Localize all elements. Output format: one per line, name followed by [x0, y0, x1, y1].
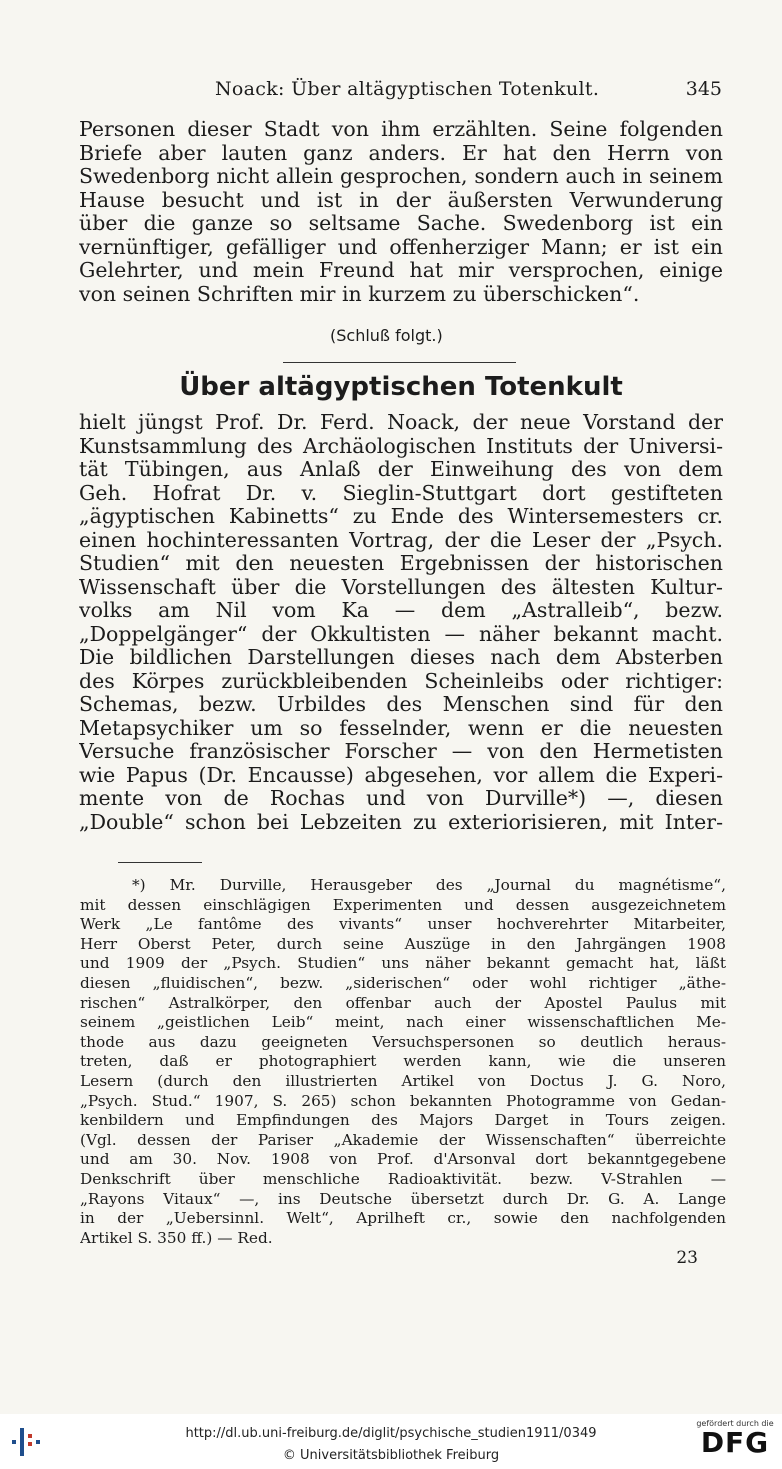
text-line: tät Tübingen, aus Anlaß der Einweihung des von dem: [79, 458, 723, 481]
footnote-line: Artikel S. 350 ff.) — Red.: [80, 1228, 273, 1247]
text-line: einen hochinteressanten Vortrag, der die Leser der „Psych.: [79, 528, 723, 552]
footnote-line: (Vgl. dessen der Pariser „Akademie der Wissenschaften“ überreichte: [80, 1130, 726, 1149]
footnote-line: „Rayons Vitaux“ —, ins Deutsche übersetzt durch Dr. G. A. Lange: [80, 1189, 726, 1208]
text-line: volks am Nil vom Ka — dem „Astralleib“, bezw.: [79, 599, 723, 622]
text-line: Personen dieser Stadt von ihm erzählten. Seine folgenden: [79, 118, 723, 141]
section-divider: [283, 362, 516, 363]
article-paragraph: [79, 411, 723, 834]
page-number: 345: [685, 78, 722, 100]
text-line: mente von de Rochas und von Durville*) —, diesen: [79, 787, 723, 810]
continuation-note: (Schluß folgt.): [330, 326, 443, 345]
footnote-line: rischen“ Astralkörper, den offenbar auch der Apostel Paulus mit: [80, 993, 726, 1012]
footnote-line: thode aus dazu geeigneten Versuchspersonen so deutlich heraus-: [80, 1032, 726, 1051]
text-line: von seinen Schriften mir in kurzem zu überschicken“.: [79, 282, 640, 306]
dfg-logo-text: DFG: [700, 1426, 770, 1459]
text-line: über die ganze so seltsame Sache. Swedenborg ist ein: [79, 212, 723, 235]
text-line: des Körpes zurückbleibenden Scheinleibs oder richtiger:: [79, 669, 723, 693]
footnote-line: „Psych. Stud.“ 1907, S. 265) schon bekannten Photogramme von Gedan-: [80, 1091, 726, 1110]
dfg-logo: [696, 1419, 774, 1465]
text-line: Swedenborg nicht allein gesprochen, sondern auch in seinem: [79, 165, 723, 188]
text-line: Schemas, bezw. Urbildes des Menschen sind für den: [79, 693, 723, 716]
text-line: Gelehrter, und mein Freund hat mir versprochen, einige: [79, 259, 723, 282]
text-line: wie Papus (Dr. Encausse) abgesehen, vor allem die Experi-: [79, 763, 723, 787]
footnote-line: *) Mr. Durville, Herausgeber des „Journal du magnétisme“,: [132, 876, 726, 894]
text-line: vernünftiger, gefälliger und offenherziger Mann; er ist ein: [79, 235, 723, 259]
text-line: Wissenschaft über die Vorstellungen des ältesten Kultur-: [79, 575, 723, 599]
text-line: „Double“ schon bei Lebzeiten zu exteriorisieren, mit Inter-: [79, 810, 723, 834]
footnote-line: Herr Oberst Peter, durch seine Auszüge in den Jahrgängen 1908: [80, 934, 726, 953]
document-url-link[interactable]: http://dl.ub.uni-freiburg.de/diglit/psychische_studien1911/0349: [185, 1426, 597, 1441]
running-header: [80, 78, 722, 104]
footnote-line: Denkschrift über menschliche Radioaktivität. bezw. V-Strahlen —: [80, 1169, 726, 1188]
footnote: [80, 876, 726, 1248]
text-line: hielt jüngst Prof. Dr. Ferd. Noack, der neue Vorstand der: [79, 411, 723, 434]
footnote-line: und 1909 der „Psych. Studien“ uns näher bekannt gemacht hat, läßt: [80, 954, 726, 973]
text-line: Briefe aber lauten ganz anders. Er hat den Herrn von: [79, 141, 723, 165]
footnote-line: und am 30. Nov. 1908 von Prof. d'Arsonval dort bekanntgegebene: [80, 1150, 726, 1169]
running-title: Noack: Über altägyptischen Totenkult.: [215, 78, 600, 100]
footnote-divider: [118, 862, 202, 863]
intro-paragraph: [79, 118, 723, 306]
copyright-notice: © Universitätsbibliothek Freiburg: [282, 1448, 500, 1463]
footnote-line: Lesern (durch den illustrierten Artikel von Doctus J. G. Noro,: [80, 1071, 726, 1090]
footnote-line: mit dessen einschlägigen Experimenten und dessen ausgezeichnetem: [80, 895, 726, 914]
footnote-line: Werk „Le fantôme des vivants“ unser hochverehrter Mitarbeiter,: [80, 915, 726, 934]
footnote-line: in der „Uebersinnl. Welt“, Aprilheft cr., sowie den nachfolgenden: [80, 1209, 726, 1228]
dfg-caption: gefördert durch die: [696, 1419, 774, 1428]
text-line: „Doppelgänger“ der Okkultisten — näher bekannt macht.: [79, 622, 723, 646]
signature-number: 23: [676, 1248, 698, 1268]
footnote-line: seinem „geistlichen Leib“ meint, nach einer wissenschaftlichen Me-: [80, 1013, 726, 1032]
text-line: „ägyptischen Kabinetts“ zu Ende des Wintersemesters cr.: [79, 505, 723, 528]
text-line: Geh. Hofrat Dr. v. Sieglin-Stuttgart dort gestifteten: [79, 481, 723, 505]
text-line: Kunstsammlung des Archäologischen Instituts der Universi-: [79, 434, 723, 458]
footnote-line: kenbildern und Empfindungen des Majors Darget in Tours zeigen.: [80, 1111, 726, 1130]
text-line: Metapsychiker um so fesselnder, wenn er die neuesten: [79, 716, 723, 740]
text-line: Die bildlichen Darstellungen dieses nach dem Absterben: [79, 646, 723, 669]
footnote-line: treten, daß er photographiert werden kann, wie die unseren: [80, 1052, 726, 1071]
text-line: Hause besucht und ist in der äußersten Verwunderung: [79, 188, 723, 212]
viewer-footer: [0, 1414, 782, 1469]
text-line: Versuche französischer Forscher — von den Hermetisten: [79, 740, 723, 763]
footnote-line: diesen „fluidischen“, bezw. „siderischen“ oder wohl richtiger „äthe-: [80, 973, 726, 992]
article-heading: Über altägyptischen Totenkult: [179, 372, 623, 402]
text-line: Studien“ mit den neuesten Ergebnissen der historischen: [79, 552, 723, 575]
